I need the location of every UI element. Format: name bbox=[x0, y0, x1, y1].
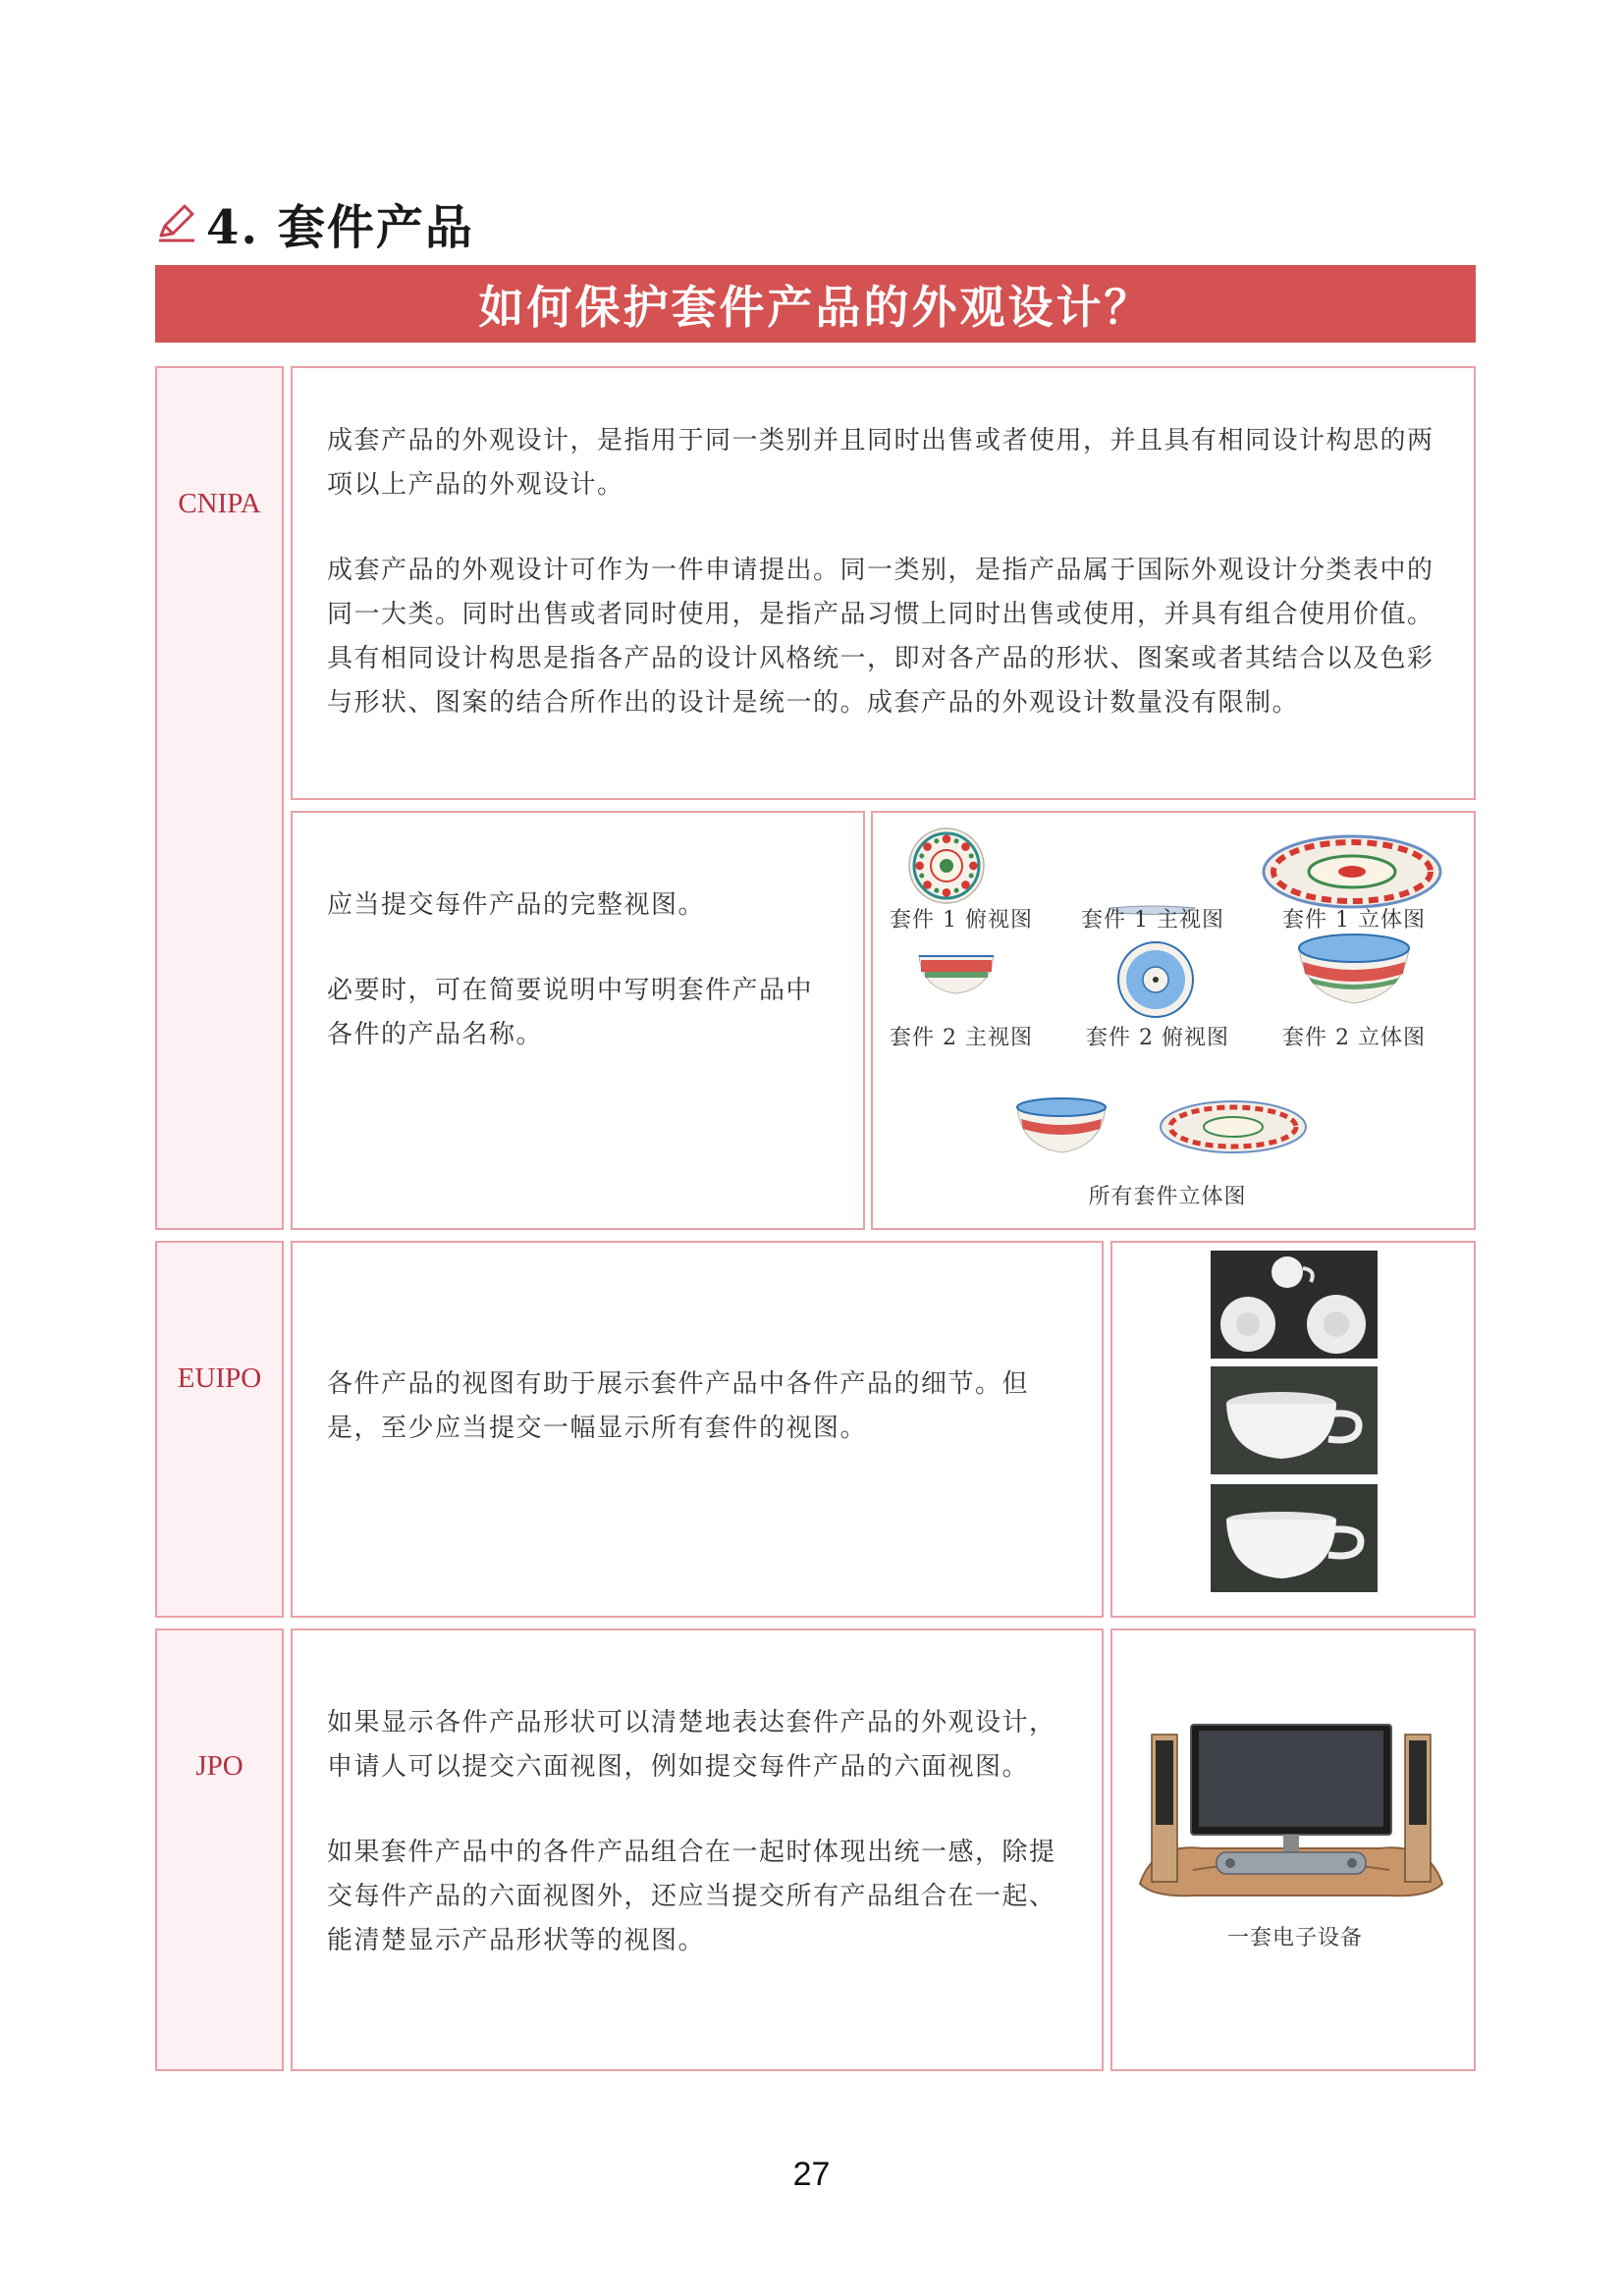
label-jpo bbox=[155, 1629, 284, 2071]
plate-top-view-image bbox=[907, 827, 986, 905]
cup-front-view-image bbox=[1211, 1484, 1378, 1592]
cnipa-para-1: 成套产品的外观设计，是指用于同一类别并且同时出售或者使用，并且具有相同设计构思的两项以上产品的外观设计。 bbox=[327, 426, 1434, 500]
caption-all-sets: 所有套件立体图 bbox=[1088, 1185, 1247, 1209]
section-title: 4. 套件产品 bbox=[206, 199, 474, 255]
all-sets-perspective-image bbox=[1015, 1097, 1315, 1156]
caption-set2-perspective: 套件 2 立体图 bbox=[1282, 1026, 1426, 1050]
euipo-figure-box bbox=[1110, 1241, 1476, 1618]
caption-set2-top: 套件 2 俯视图 bbox=[1086, 1026, 1229, 1050]
label-cnipa bbox=[155, 366, 284, 1230]
bowl-top-view-image bbox=[1116, 940, 1195, 1019]
cnipa-definition-box bbox=[291, 366, 1476, 800]
bowl-front-view-image bbox=[917, 952, 996, 997]
euipo-text-box bbox=[291, 1241, 1104, 1618]
jpo-para-2: 如果套件产品中的各件产品组合在一起时体现出统一感，除提交每件产品的六面视图外，还应当提交所有产品组合在一起、能清楚显示产品形状等的视图。 bbox=[327, 1838, 1056, 1955]
plate-perspective-image bbox=[1261, 830, 1443, 909]
caption-set1-top: 套件 1 俯视图 bbox=[890, 908, 1033, 933]
jpo-text-box bbox=[291, 1629, 1104, 2071]
caption-set1-perspective: 套件 1 立体图 bbox=[1282, 908, 1426, 933]
cnipa-para-3: 应当提交每件产品的完整视图。 bbox=[327, 890, 706, 920]
bowl-perspective-image bbox=[1295, 931, 1413, 1009]
label-cnipa-text: CNIPA bbox=[178, 488, 261, 519]
cup-saucer-top-image bbox=[1211, 1251, 1378, 1359]
cnipa-para-2: 成套产品的外观设计可作为一件申请提出。同一类别，是指产品属于国际外观设计分类表中的同一大类。同时出售或者同时使用，是指产品习惯上同时出售或使用，并具有组合使用价值。具有相同设计构思是指各产品的设计风格统一，即对各产品的形状、图案或者其结合以及色彩与形状、图案的结合所作出的设计是统一的。成套产品的外观设计数量没有限制。 bbox=[327, 556, 1434, 718]
caption-set2-front: 套件 2 主视图 bbox=[890, 1026, 1033, 1050]
caption-set1-front: 套件 1 主视图 bbox=[1081, 908, 1224, 933]
label-jpo-text: JPO bbox=[195, 1750, 243, 1782]
section-heading bbox=[155, 191, 474, 254]
pencil-icon bbox=[155, 202, 196, 243]
cnipa-para-4: 必要时，可在简要说明中写明套件产品中各件的产品名称。 bbox=[327, 976, 814, 1049]
banner-title: 如何保护套件产品的外观设计？ bbox=[155, 265, 1476, 343]
cup-side-view-image bbox=[1211, 1366, 1378, 1474]
jpo-figure-box bbox=[1110, 1629, 1476, 2071]
cnipa-figure-box bbox=[871, 811, 1476, 1230]
euipo-para-1: 各件产品的视图有助于展示套件产品中各件产品的细节。但是，至少应当提交一幅显示所有套件的视图。 bbox=[327, 1369, 1030, 1443]
tv-speaker-set-image bbox=[1134, 1719, 1448, 1901]
cnipa-requirement-box bbox=[291, 811, 865, 1230]
jpo-para-1: 如果显示各件产品形状可以清楚地表达套件产品的外观设计，申请人可以提交六面视图，例如提交每件产品的六面视图。 bbox=[327, 1708, 1056, 1782]
page-number: 27 bbox=[792, 2156, 831, 2193]
caption-electronics-set: 一套电子设备 bbox=[1226, 1926, 1363, 1950]
label-euipo bbox=[155, 1241, 284, 1618]
label-euipo-text: EUIPO bbox=[177, 1362, 262, 1394]
